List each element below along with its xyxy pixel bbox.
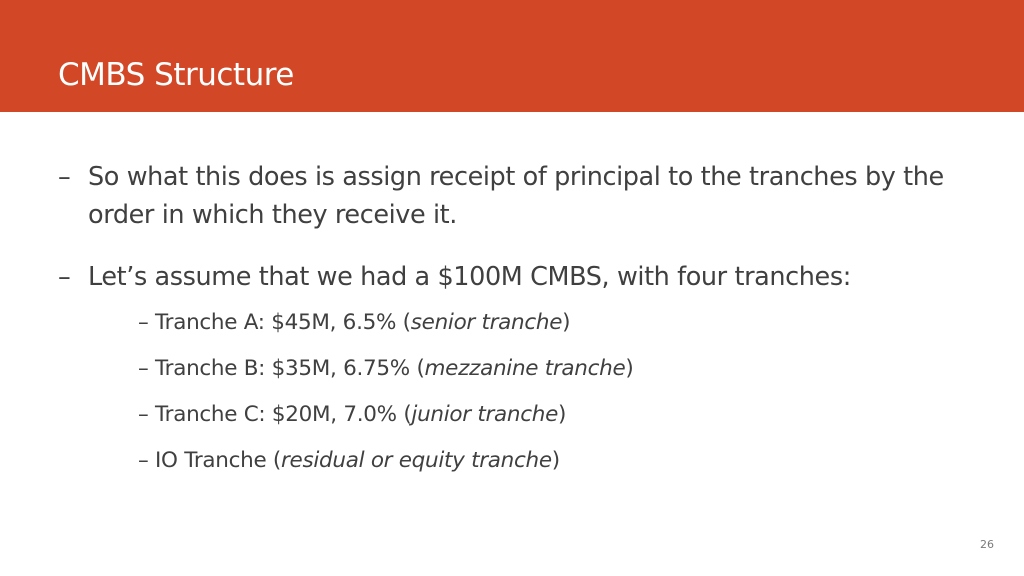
tranche-type: senior tranche [410,310,563,335]
tranche-close: ) [625,356,634,381]
tranche-item [138,438,978,484]
title-bar [0,0,1024,112]
tranche-item [138,346,978,392]
tranche-list [58,300,978,484]
tranche-text: Tranche B: $35M, 6.75% ( [155,356,425,381]
sub-bullet-dash: – [138,356,149,381]
sub-bullet-dash: – [138,402,149,427]
tranche-close: ) [558,402,567,427]
bullet-dash: – [58,262,71,292]
bullet-dash: – [58,162,71,192]
page-number: 26 [980,538,994,551]
tranche-text: Tranche C: $20M, 7.0% ( [155,402,412,427]
tranche-item [138,392,978,438]
tranche-text: IO Tranche ( [155,448,282,473]
sub-bullet-dash: – [138,448,149,473]
tranche-type: junior tranche [411,402,558,427]
tranche-type: residual or equity tranche [281,448,552,473]
bullet-text: Let’s assume that we had a $100M CMBS, with four tranches: [88,262,851,292]
bullet-item [58,258,978,296]
bullet-item [58,158,978,234]
tranche-close: ) [562,310,571,335]
bullet-text: So what this does is assign receipt of principal to the tranches by the order in which they receive it. [88,162,944,230]
tranche-text: Tranche A: $45M, 6.5% ( [155,310,411,335]
sub-bullet-dash: – [138,310,149,335]
tranche-type: mezzanine tranche [424,356,626,381]
tranche-item [138,300,978,346]
slide-content [58,158,978,484]
slide-title: CMBS Structure [58,57,294,93]
tranche-close: ) [551,448,560,473]
